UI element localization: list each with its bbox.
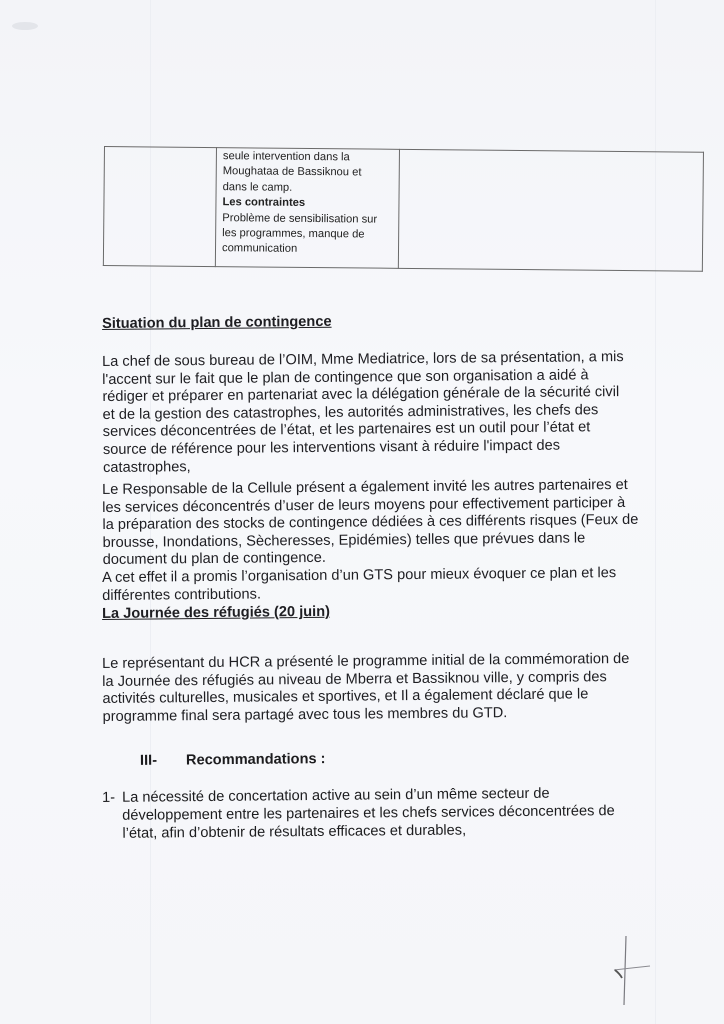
text-line: les services déconcentrés d’user de leurs moyens pour effectivement participer à: [102, 494, 626, 516]
text-line: source de référence pour les interventions visant à réduire l'impact des: [102, 437, 561, 458]
section-title-refugies: La Journée des réfugiés (20 juin): [102, 603, 331, 622]
text-line: et de la gestion des catastrophes, les autorités administratives, les chefs des: [102, 402, 599, 423]
section-title-recommandations: [140, 751, 326, 769]
paragraph-contingence-2: [102, 477, 639, 570]
section-number: III-: [139, 752, 158, 769]
table-cell-1: [103, 147, 216, 267]
cell-line: Moughataa de Bassiknou et: [222, 165, 362, 179]
item-number: 1-: [102, 789, 116, 806]
text-line: activités culturelles, musicales et sportives, et Il a également déclaré que le: [102, 686, 589, 708]
text-line: rédiger et préparer en partenariat avec la délégation générale de la sécurité civil: [102, 384, 620, 406]
text-line: développement entre les partenaires et les chefs services déconcentrées de: [122, 802, 615, 824]
cell-heading: Les contraintes: [222, 196, 306, 210]
text-line: brousse, Inondations, Sècheresses, Epidémies) telles que prévues dans le: [102, 530, 586, 551]
cell-line: Problème de sensibilisation sur: [222, 211, 378, 226]
table-row: [103, 147, 703, 272]
handwritten-initial-signature: [610, 930, 670, 1010]
text-line: l'accent sur le fait que le plan de contingence que son organisation a aidé à: [102, 366, 589, 388]
cell-line: communication: [221, 242, 298, 256]
text-line: la Journée des réfugiés au niveau de Mberra et Bassiknou ville, y compris des: [102, 668, 607, 690]
text-line: A cet effet il a promis l’organisation d’un GTS pour mieux évoquer ce plan et les: [102, 565, 617, 586]
text-line: Le représentant du HCR a présenté le programme initial de la commémoration de: [102, 650, 630, 672]
recommendation-item: [102, 785, 615, 843]
scan-artifact: [12, 22, 38, 30]
text-line: catastrophes,: [103, 458, 191, 476]
text-line: Le Responsable de la Cellule présent a également invité les autres partenaires et: [102, 476, 628, 498]
text-line: La chef de sous bureau de l’OIM, Mme Mediatrice, lors de sa présentation, a mis: [102, 348, 624, 370]
text-line: la préparation des stocks de contingence dédiées à ces différents risques (Feux de: [102, 512, 639, 534]
cell-line: les programmes, manque de: [222, 227, 365, 241]
continuation-table: [103, 146, 704, 272]
paragraph-contingence-3: [102, 565, 616, 605]
text-line: différentes contributions.: [102, 586, 262, 604]
cell-line: seule intervention dans la: [222, 150, 350, 164]
table-cell-3: [398, 149, 703, 271]
text-line: services déconcentrées de l’état, et les partenaires est un outil pour l’état et: [102, 419, 591, 441]
text-line: l’état, afin d’obtenir de résultats efficaces et durables,: [122, 822, 467, 842]
paragraph-refugies: [102, 651, 630, 726]
text-line: programme final sera partagé avec tous les membres du GTD.: [102, 704, 508, 725]
text-line: document du plan de contingence.: [102, 550, 326, 569]
text-line: La nécessité de concertation active au sein d’un même secteur de: [121, 785, 550, 806]
paragraph-contingence-1: [102, 349, 625, 477]
section-title-contingence: Situation du plan de contingence: [102, 313, 332, 332]
section-heading: Recommandations :: [185, 751, 326, 769]
table-cell-2: [215, 148, 399, 269]
cell-line: dans le camp.: [222, 180, 293, 194]
